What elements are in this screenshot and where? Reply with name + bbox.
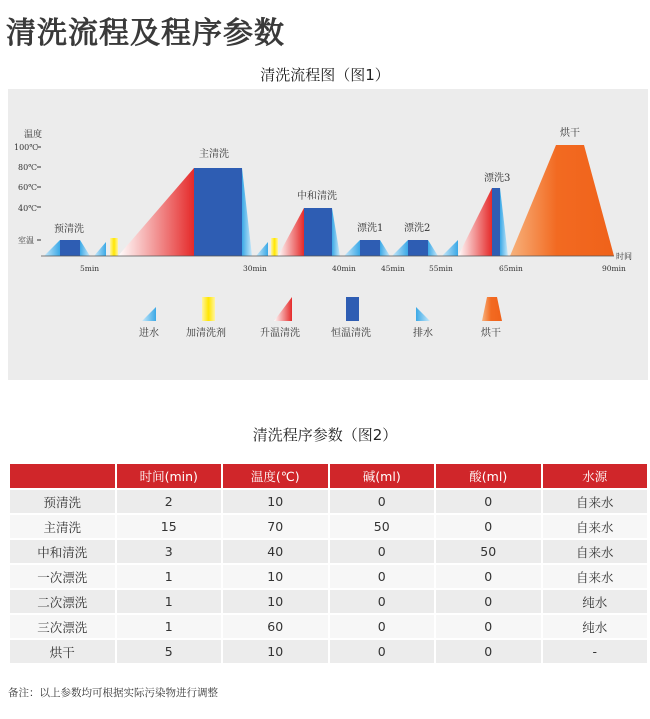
flow-chart xyxy=(8,89,648,380)
cell-temp: 40 xyxy=(223,540,328,563)
cell-temp: 60 xyxy=(223,615,328,638)
main-detergent xyxy=(110,238,118,256)
cell-stage: 预清洗 xyxy=(10,490,115,513)
cell-time: 15 xyxy=(117,515,222,538)
rinse3-drain xyxy=(500,188,508,256)
cell-alkali: 50 xyxy=(330,515,435,538)
cell-alkali: 0 xyxy=(330,540,435,563)
x-tick-40: 40min xyxy=(332,264,356,273)
neutral-water-in xyxy=(256,242,268,256)
flow-chart-panel xyxy=(8,89,648,380)
cell-acid: 0 xyxy=(436,490,541,513)
stage-label-rinse3: 漂洗3 xyxy=(484,173,511,184)
stage-label-rinse2: 漂洗2 xyxy=(404,223,431,234)
stage-label-neutral: 中和清洗 xyxy=(297,191,337,202)
rinse2-drain xyxy=(428,240,438,256)
cell-alkali: 0 xyxy=(330,565,435,588)
legend-label-drying: 烘干 xyxy=(481,328,501,339)
cell-temp: 10 xyxy=(223,640,328,663)
rinse3-water-in xyxy=(442,240,458,256)
x-tick-55: 55min xyxy=(429,264,453,273)
cell-acid: 0 xyxy=(436,590,541,613)
cell-time: 1 xyxy=(117,615,222,638)
legend-icon-drain xyxy=(416,307,430,321)
rinse3-heating xyxy=(458,188,492,256)
rinse2-constant xyxy=(408,240,428,256)
cell-stage: 三次漂洗 xyxy=(10,615,115,638)
neutral-detergent xyxy=(271,238,278,256)
cell-stage: 烘干 xyxy=(10,640,115,663)
cell-time: 3 xyxy=(117,540,222,563)
stage-label-prewash: 预清洗 xyxy=(54,224,84,235)
x-tick-30: 30min xyxy=(243,264,267,273)
cell-temp: 70 xyxy=(223,515,328,538)
rinse3-constant xyxy=(492,188,500,256)
y-tick-60: 60℃ xyxy=(18,183,38,192)
prewash-drain xyxy=(80,240,90,256)
y-tick-100: 100℃ xyxy=(14,143,39,152)
cell-acid: 0 xyxy=(436,640,541,663)
figure2-title: 清洗程序参数（图2） xyxy=(252,426,398,444)
legend-label-water-in: 进水 xyxy=(139,328,159,339)
legend xyxy=(139,297,502,339)
y-axis-title: 温度 xyxy=(24,130,43,140)
y-axis-ticks xyxy=(37,147,41,240)
legend-label-drain: 排水 xyxy=(413,328,433,339)
legend-label-heating: 升温清洗 xyxy=(260,328,300,339)
cell-water-source: 自来水 xyxy=(543,490,648,513)
cell-alkali: 0 xyxy=(330,490,435,513)
neutral-heating xyxy=(278,208,304,256)
page-title: 清洗流程及程序参数 xyxy=(6,16,285,51)
cell-alkali: 0 xyxy=(330,640,435,663)
legend-label-detergent: 加清洗剂 xyxy=(186,328,226,339)
legend-icon-heating xyxy=(274,297,292,321)
col-header-acid: 酸(ml) xyxy=(436,464,541,488)
cell-time: 5 xyxy=(117,640,222,663)
rinse2-water-in xyxy=(392,240,408,256)
stage-label-drying: 烘干 xyxy=(560,128,580,139)
neutral-drain xyxy=(332,208,340,256)
rinse1-drain xyxy=(380,240,390,256)
table-row xyxy=(10,515,647,538)
cell-acid: 50 xyxy=(436,540,541,563)
cell-water-source: 自来水 xyxy=(543,540,648,563)
stage-label-rinse1: 漂洗1 xyxy=(357,223,384,234)
cell-stage: 二次漂洗 xyxy=(10,590,115,613)
cell-water-source: 纯水 xyxy=(543,590,648,613)
main-heating xyxy=(118,168,194,256)
drying-trapezoid xyxy=(510,145,614,256)
table-row xyxy=(10,490,647,513)
y-tick-80: 80℃ xyxy=(18,163,38,172)
cell-stage: 主清洗 xyxy=(10,515,115,538)
footnote: 备注：以上参数均可根据实际污染物进行调整 xyxy=(8,687,218,699)
stage-label-main: 主清洗 xyxy=(199,149,229,160)
x-tick-5: 5min xyxy=(80,264,100,273)
prewash-constant xyxy=(60,240,80,256)
cell-alkali: 0 xyxy=(330,615,435,638)
legend-icon-detergent xyxy=(202,297,215,321)
main-drain xyxy=(242,168,252,256)
col-header-stage xyxy=(10,464,115,488)
neutral-constant xyxy=(304,208,332,256)
cell-stage: 中和清洗 xyxy=(10,540,115,563)
table-row xyxy=(10,615,647,638)
main-constant xyxy=(194,168,242,256)
col-header-alkali: 碱(ml) xyxy=(330,464,435,488)
cell-time: 1 xyxy=(117,565,222,588)
col-header-water-source: 水源 xyxy=(543,464,648,488)
table-row xyxy=(10,565,647,588)
table-header-row xyxy=(10,464,647,488)
legend-icon-water-in xyxy=(142,307,156,321)
table-row xyxy=(10,640,647,663)
prewash-water-in xyxy=(44,240,60,256)
cell-time: 1 xyxy=(117,590,222,613)
parameters-table xyxy=(8,462,649,665)
cell-temp: 10 xyxy=(223,490,328,513)
x-tick-45: 45min xyxy=(381,264,405,273)
cell-time: 2 xyxy=(117,490,222,513)
table-row xyxy=(10,590,647,613)
cell-temp: 10 xyxy=(223,565,328,588)
rinse1-water-in xyxy=(344,240,360,256)
legend-label-constant: 恒温清洗 xyxy=(331,328,371,339)
rinse1-constant xyxy=(360,240,380,256)
col-header-time: 时间(min) xyxy=(117,464,222,488)
cell-acid: 0 xyxy=(436,565,541,588)
cell-acid: 0 xyxy=(436,615,541,638)
cell-water-source: 自来水 xyxy=(543,565,648,588)
col-header-temp: 温度(℃) xyxy=(223,464,328,488)
cell-water-source: - xyxy=(543,640,648,663)
x-tick-65: 65min xyxy=(499,264,523,273)
x-tick-90: 90min xyxy=(602,264,626,273)
y-tick-room: 室温 xyxy=(18,236,34,245)
legend-icon-drying xyxy=(482,297,502,321)
cell-temp: 10 xyxy=(223,590,328,613)
legend-icon-constant xyxy=(346,297,359,321)
cell-stage: 一次漂洗 xyxy=(10,565,115,588)
x-axis-title: 时间 xyxy=(616,252,632,261)
main-water-in xyxy=(94,242,106,256)
y-tick-40: 40℃ xyxy=(18,204,38,213)
table-row xyxy=(10,540,647,563)
cell-water-source: 自来水 xyxy=(543,515,648,538)
cell-alkali: 0 xyxy=(330,590,435,613)
figure1-title: 清洗流程图（图1） xyxy=(260,66,390,84)
cell-acid: 0 xyxy=(436,515,541,538)
cell-water-source: 纯水 xyxy=(543,615,648,638)
